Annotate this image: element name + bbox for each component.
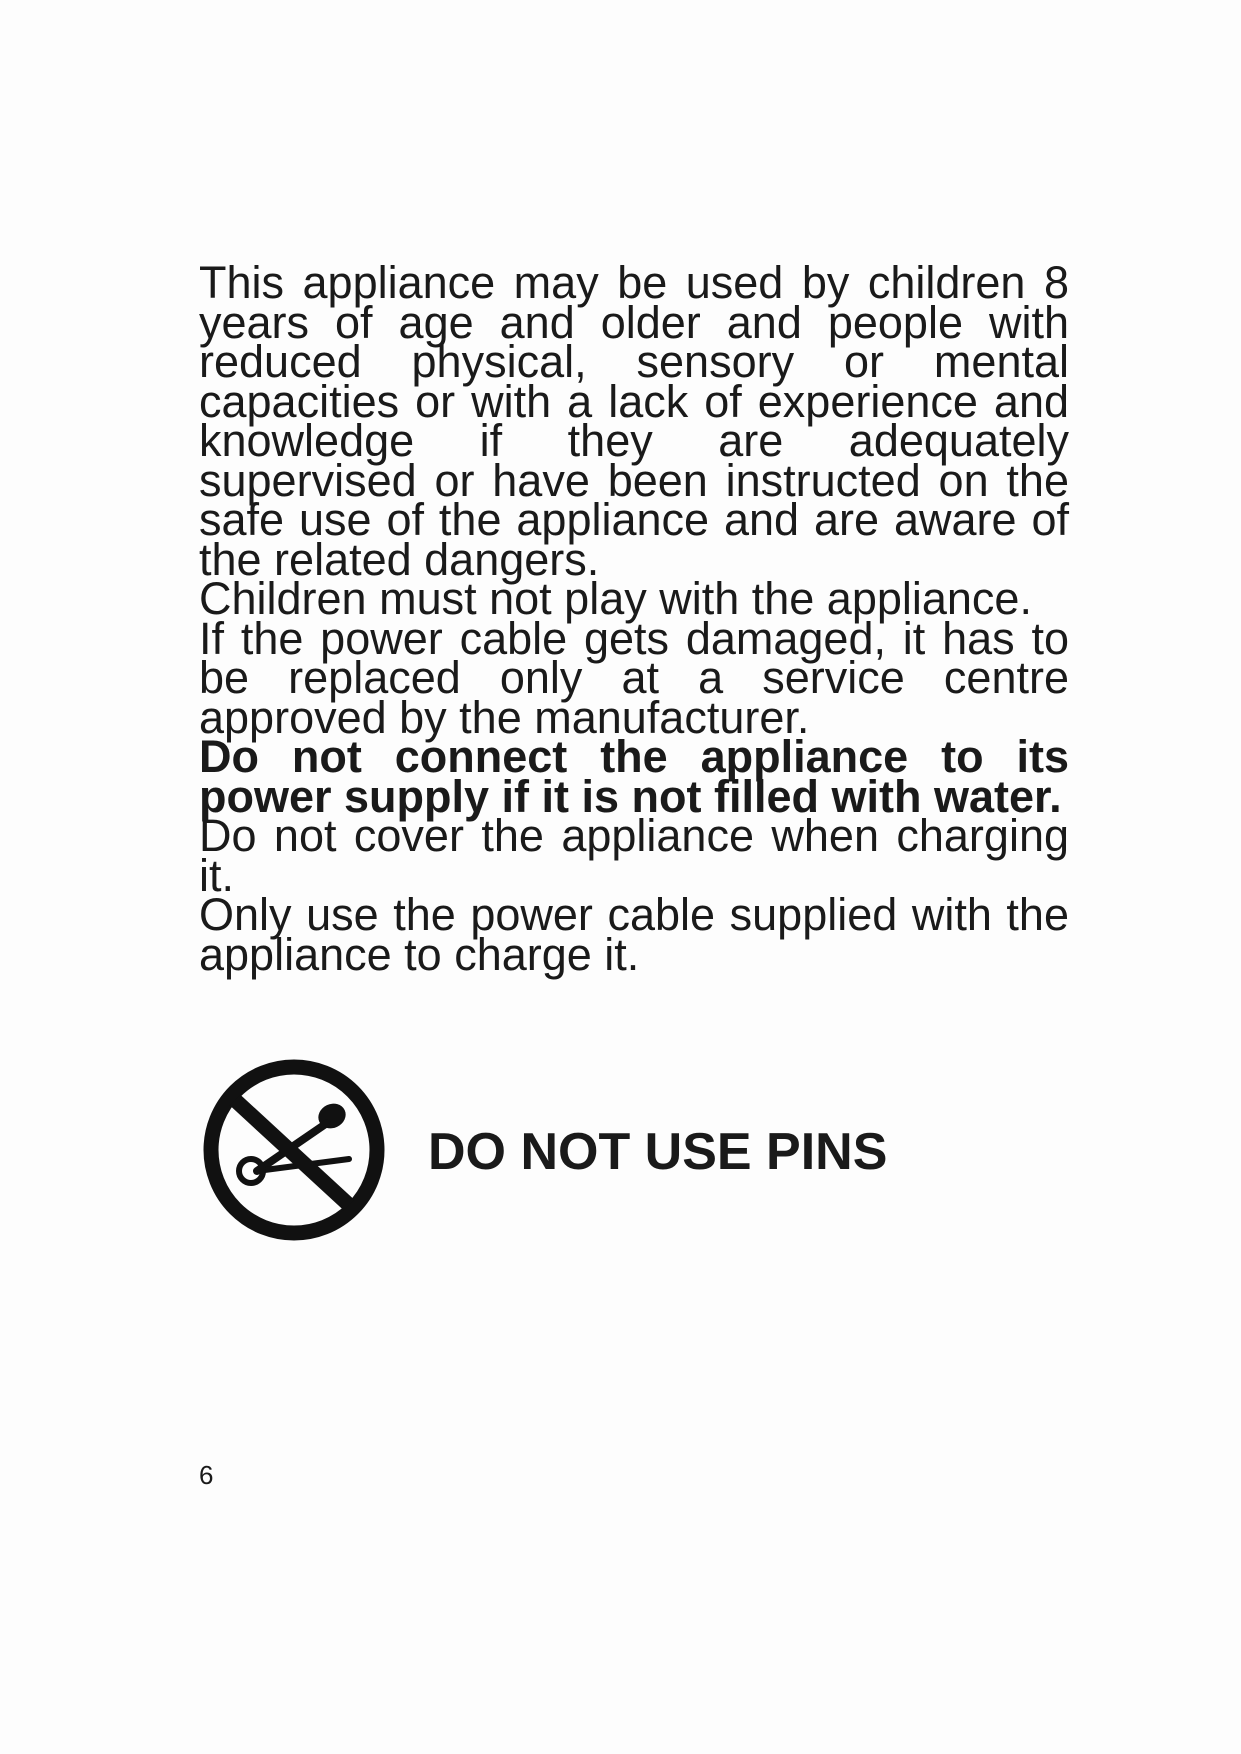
paragraph-do-not-cover: Do not cover the appliance when charging it. (199, 810, 1069, 901)
paragraph-supervision: This appliance may be used by children 8 years of age and older and people with reduced physical, sensory or mental capacities or with a lack of experience and knowledge if they are adequately supervised or have been instructed on the safe use of the appliance and are aware of the related dangers. (199, 257, 1069, 585)
do-not-use-pins-label: DO NOT USE PINS (428, 1123, 888, 1181)
paragraph-supplied-cable: Only use the power cable supplied with the appliance to charge it. (199, 889, 1069, 980)
safety-instructions (199, 257, 1069, 980)
no-pins-icon (199, 1055, 389, 1245)
paragraph-water-warning: Do not connect the appliance to its power supply if it is not filled with water. (199, 731, 1069, 822)
paragraph-power-cable: If the power cable gets damaged, it has to be replaced only at a service centre approved by the manufacturer. (199, 612, 1069, 743)
paragraph-children-play: Children must not play with the appliance. (199, 573, 1032, 624)
page-number: 6 (199, 1460, 214, 1490)
